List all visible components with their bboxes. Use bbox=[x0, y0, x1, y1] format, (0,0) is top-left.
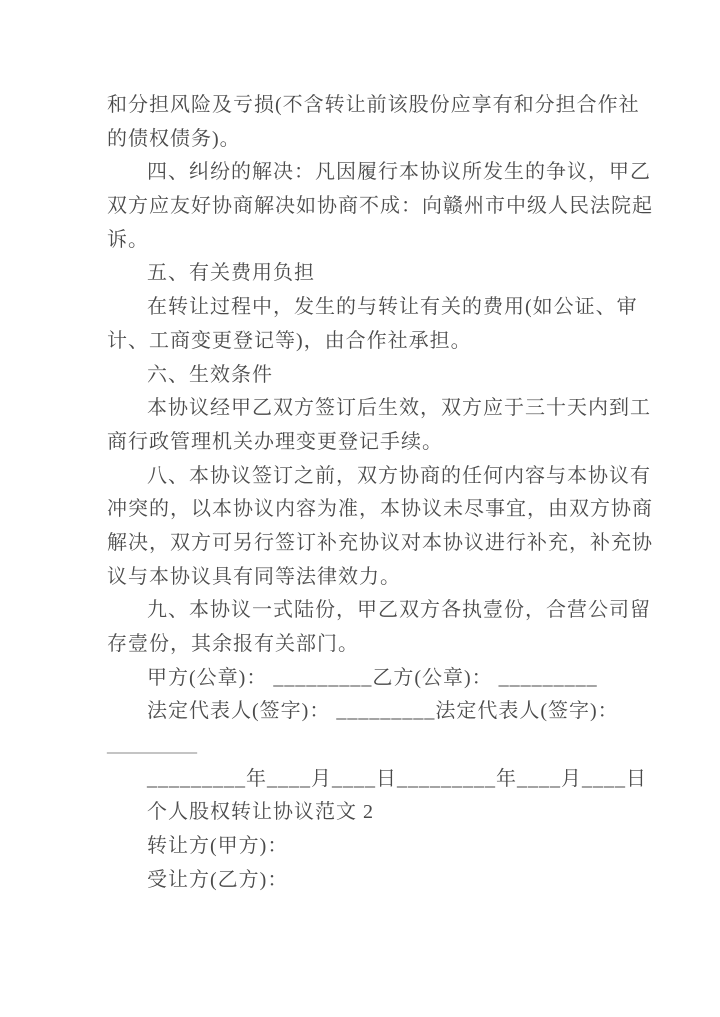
text-line: 冲突的，以本协议内容为准，本协议未尽事宜，由双方协商 bbox=[107, 498, 653, 521]
section-heading-copies: 九、本协议一式陆份，甲乙双方各执壹份，合营公司留 bbox=[147, 599, 651, 622]
signature-blank-line: _________ bbox=[107, 734, 197, 757]
text-line: 的债权债务)。 bbox=[107, 127, 241, 150]
section-heading-fees: 五、有关费用负担 bbox=[147, 262, 315, 285]
text-line: 和分担风险及亏损(不含转让前该股份应享有和分担合作社 bbox=[107, 94, 640, 116]
text-line: 诉。 bbox=[107, 228, 149, 251]
second-template-title: 个人股权转让协议范文 2 bbox=[147, 801, 374, 824]
section-heading-precedence: 八、本协议签订之前，双方协商的任何内容与本协议有 bbox=[147, 464, 651, 487]
text-line: 在转让过程中，发生的与转让有关的费用(如公证、审 bbox=[147, 296, 638, 319]
section-heading-effectiveness: 六、生效条件 bbox=[147, 363, 273, 386]
text-line: 商行政管理机关办理变更登记手续。 bbox=[107, 430, 443, 453]
signature-line-representatives: 法定代表人(签字)： _________法定代表人(签字)： bbox=[147, 700, 619, 723]
signature-line-seals: 甲方(公章)： _________乙方(公章)： _________ bbox=[147, 666, 598, 689]
text-line: 解决，双方可另行签订补充协议对本协议进行补充，补充协 bbox=[107, 531, 653, 554]
text-line: 存壹份，其余报有关部门。 bbox=[107, 633, 359, 655]
transferor-label: 转让方(甲方)： bbox=[147, 835, 289, 858]
text-line: 议与本协议具有同等法律效力。 bbox=[107, 565, 401, 588]
text-line: 计、工商变更登记等)，由合作社承担。 bbox=[107, 329, 472, 352]
text-line: 本协议经甲乙双方签订后生效，双方应于三十天内到工 bbox=[147, 397, 651, 420]
date-line: _________年____月____日_________年____月____日 bbox=[147, 767, 647, 790]
transferee-label: 受让方(乙方)： bbox=[147, 868, 289, 891]
text-line: 双方应友好协商解决如协商不成：向赣州市中级人民法院起 bbox=[107, 195, 653, 218]
document-content bbox=[107, 89, 653, 898]
section-heading-dispute: 四、纠纷的解决：凡因履行本协议所发生的争议，甲乙 bbox=[147, 161, 651, 184]
